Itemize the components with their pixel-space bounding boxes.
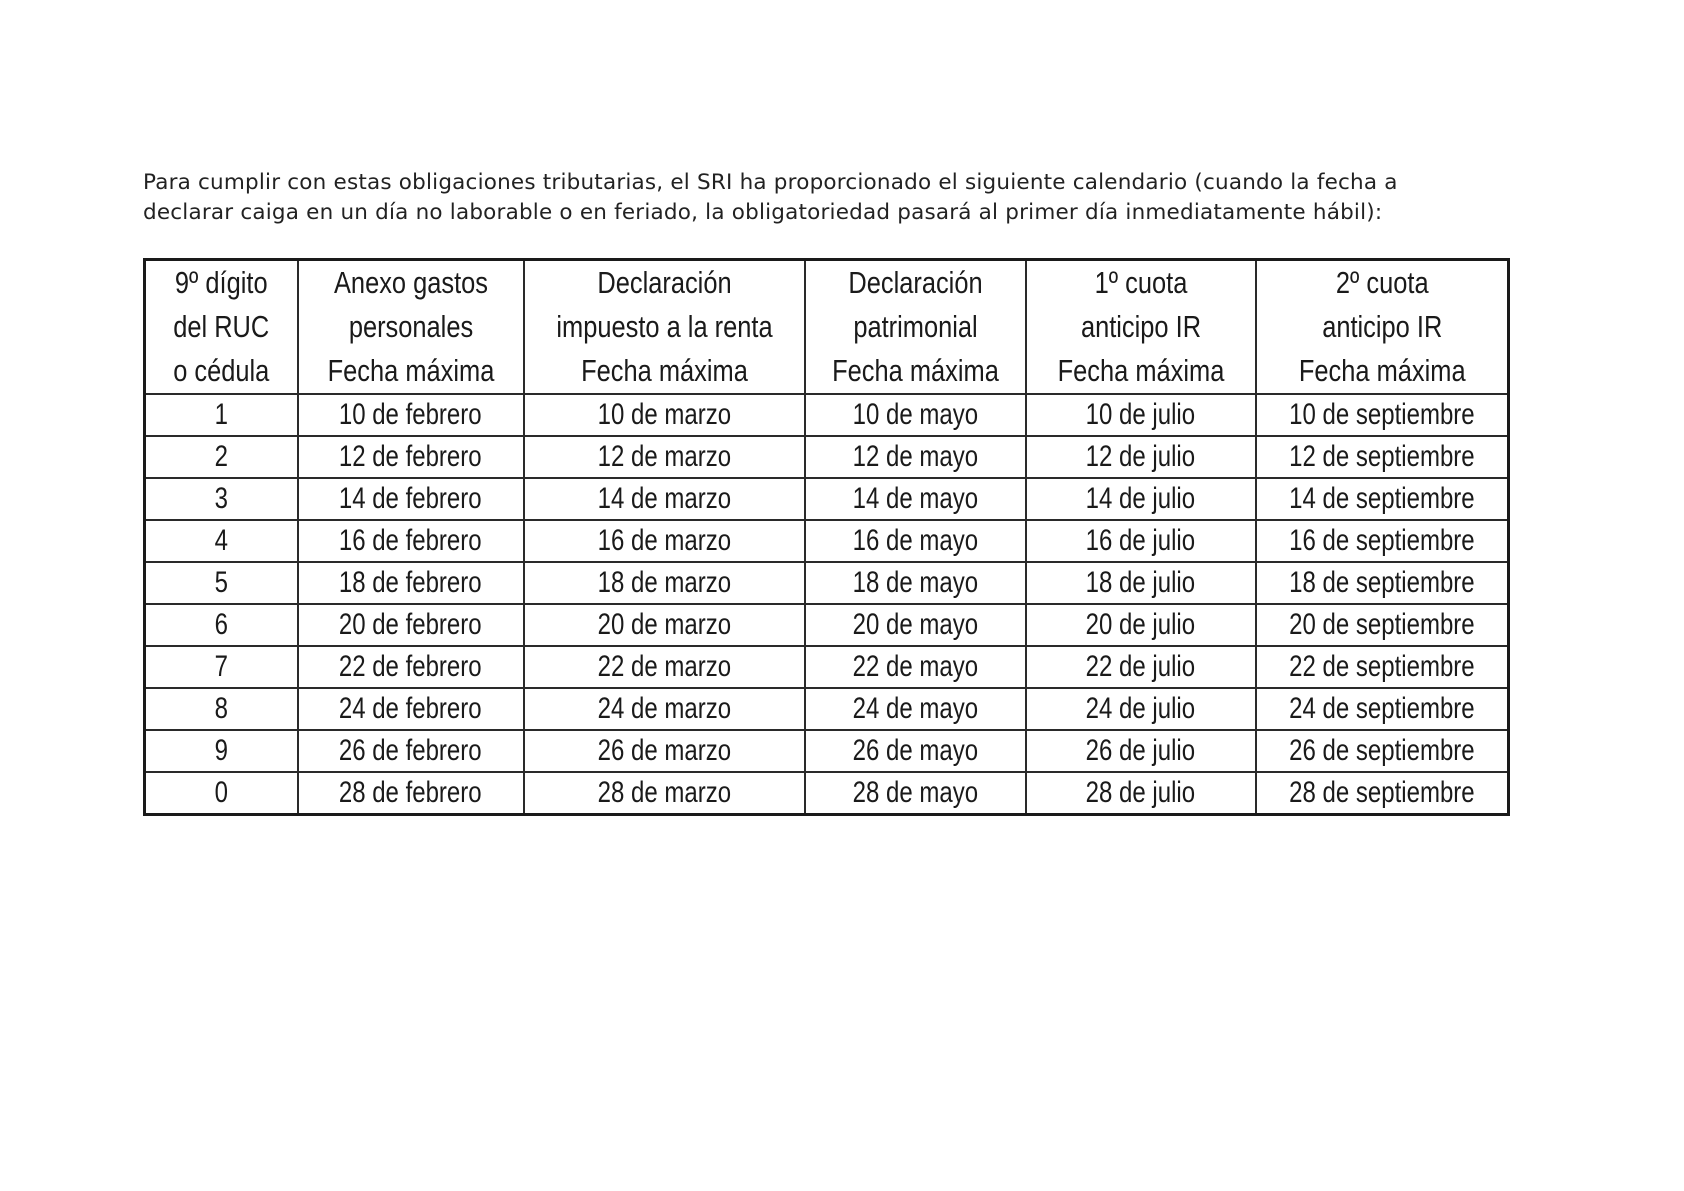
cell-date: 26 de mayo — [805, 730, 1026, 772]
cell-digit: 8 — [145, 688, 298, 730]
cell-date: 20 de julio — [1026, 604, 1256, 646]
header-row — [145, 260, 1509, 395]
table-row — [145, 478, 1509, 520]
cell-date: 18 de mayo — [805, 562, 1026, 604]
cell-date: 12 de septiembre — [1256, 436, 1509, 478]
header-line: anticipo IR — [1321, 309, 1442, 344]
cell-date: 28 de mayo — [805, 772, 1026, 815]
cell-digit: 6 — [145, 604, 298, 646]
table-header — [145, 260, 1509, 395]
cell-date: 18 de marzo — [524, 562, 805, 604]
header-line: 9º dígito — [174, 265, 268, 300]
table-row — [145, 436, 1509, 478]
header-line: patrimonial — [852, 309, 978, 344]
header-line: Anexo gastos — [333, 265, 488, 300]
cell-digit: 2 — [145, 436, 298, 478]
header-line: personales — [348, 309, 473, 344]
cell-digit: 7 — [145, 646, 298, 688]
header-line: o cédula — [173, 353, 270, 388]
cell-date: 16 de julio — [1026, 520, 1256, 562]
cell-date: 10 de mayo — [805, 394, 1026, 436]
cell-date: 28 de julio — [1026, 772, 1256, 815]
tax-calendar-table — [143, 258, 1510, 816]
table-row — [145, 688, 1509, 730]
table-row — [145, 730, 1509, 772]
header-line: Declaración — [596, 265, 732, 300]
cell-date: 22 de septiembre — [1256, 646, 1509, 688]
cell-date: 26 de septiembre — [1256, 730, 1509, 772]
cell-date: 10 de julio — [1026, 394, 1256, 436]
table-body — [145, 394, 1509, 815]
cell-date: 20 de marzo — [524, 604, 805, 646]
table-row — [145, 562, 1509, 604]
cell-date: 14 de mayo — [805, 478, 1026, 520]
header-line: Fecha máxima — [1057, 353, 1224, 388]
cell-date: 26 de febrero — [298, 730, 524, 772]
intro-paragraph — [143, 168, 1563, 228]
table-row — [145, 394, 1509, 436]
header-line: Fecha máxima — [580, 353, 748, 388]
cell-date: 24 de marzo — [524, 688, 805, 730]
cell-date: 14 de julio — [1026, 478, 1256, 520]
cell-date: 22 de febrero — [298, 646, 524, 688]
intro-line: declarar caiga en un día no laborable o en feriado, la obligatoriedad pasará al primer día inmediatamente hábil): — [143, 200, 1383, 225]
cell-digit: 1 — [145, 394, 298, 436]
cell-date: 24 de septiembre — [1256, 688, 1509, 730]
header-line: Fecha máxima — [1298, 353, 1466, 388]
cell-date: 12 de febrero — [298, 436, 524, 478]
header-first-installment — [1026, 260, 1256, 395]
cell-date: 16 de marzo — [524, 520, 805, 562]
cell-date: 16 de febrero — [298, 520, 524, 562]
header-line: Declaración — [847, 265, 983, 300]
header-second-installment — [1256, 260, 1509, 395]
table-row — [145, 520, 1509, 562]
cell-date: 14 de febrero — [298, 478, 524, 520]
cell-date: 20 de febrero — [298, 604, 524, 646]
header-line: Fecha máxima — [831, 353, 999, 388]
table-row — [145, 772, 1509, 815]
cell-digit: 3 — [145, 478, 298, 520]
cell-date: 12 de julio — [1026, 436, 1256, 478]
header-line: 1º cuota — [1094, 265, 1187, 300]
intro-line: Para cumplir con estas obligaciones tributarias, el SRI ha proporcionado el siguiente calendario (cuando la fecha a — [143, 170, 1398, 195]
cell-date: 18 de septiembre — [1256, 562, 1509, 604]
tax-calendar-table-container — [143, 258, 1510, 816]
cell-date: 24 de mayo — [805, 688, 1026, 730]
cell-date: 22 de marzo — [524, 646, 805, 688]
cell-date: 14 de marzo — [524, 478, 805, 520]
header-ruc-digit — [145, 260, 298, 395]
cell-date: 22 de julio — [1026, 646, 1256, 688]
cell-date: 16 de septiembre — [1256, 520, 1509, 562]
header-income-tax — [524, 260, 805, 395]
cell-date: 14 de septiembre — [1256, 478, 1509, 520]
cell-digit: 9 — [145, 730, 298, 772]
cell-date: 28 de febrero — [298, 772, 524, 815]
header-line: 2º cuota — [1335, 265, 1429, 300]
header-personal-expenses — [298, 260, 524, 395]
header-line: anticipo IR — [1080, 309, 1201, 344]
cell-digit: 4 — [145, 520, 298, 562]
cell-date: 10 de febrero — [298, 394, 524, 436]
table-row — [145, 604, 1509, 646]
cell-date: 28 de septiembre — [1256, 772, 1509, 815]
cell-date: 20 de mayo — [805, 604, 1026, 646]
cell-date: 12 de marzo — [524, 436, 805, 478]
cell-date: 24 de febrero — [298, 688, 524, 730]
cell-date: 28 de marzo — [524, 772, 805, 815]
cell-date: 10 de marzo — [524, 394, 805, 436]
cell-date: 24 de julio — [1026, 688, 1256, 730]
table-row — [145, 646, 1509, 688]
cell-date: 12 de mayo — [805, 436, 1026, 478]
cell-date: 26 de marzo — [524, 730, 805, 772]
cell-date: 26 de julio — [1026, 730, 1256, 772]
cell-date: 16 de mayo — [805, 520, 1026, 562]
cell-digit: 0 — [145, 772, 298, 815]
cell-date: 22 de mayo — [805, 646, 1026, 688]
header-patrimonial — [805, 260, 1026, 395]
header-line: impuesto a la renta — [555, 309, 773, 344]
cell-date: 10 de septiembre — [1256, 394, 1509, 436]
cell-digit: 5 — [145, 562, 298, 604]
cell-date: 20 de septiembre — [1256, 604, 1509, 646]
cell-date: 18 de febrero — [298, 562, 524, 604]
cell-date: 18 de julio — [1026, 562, 1256, 604]
header-line: Fecha máxima — [327, 353, 494, 388]
header-line: del RUC — [173, 309, 270, 344]
